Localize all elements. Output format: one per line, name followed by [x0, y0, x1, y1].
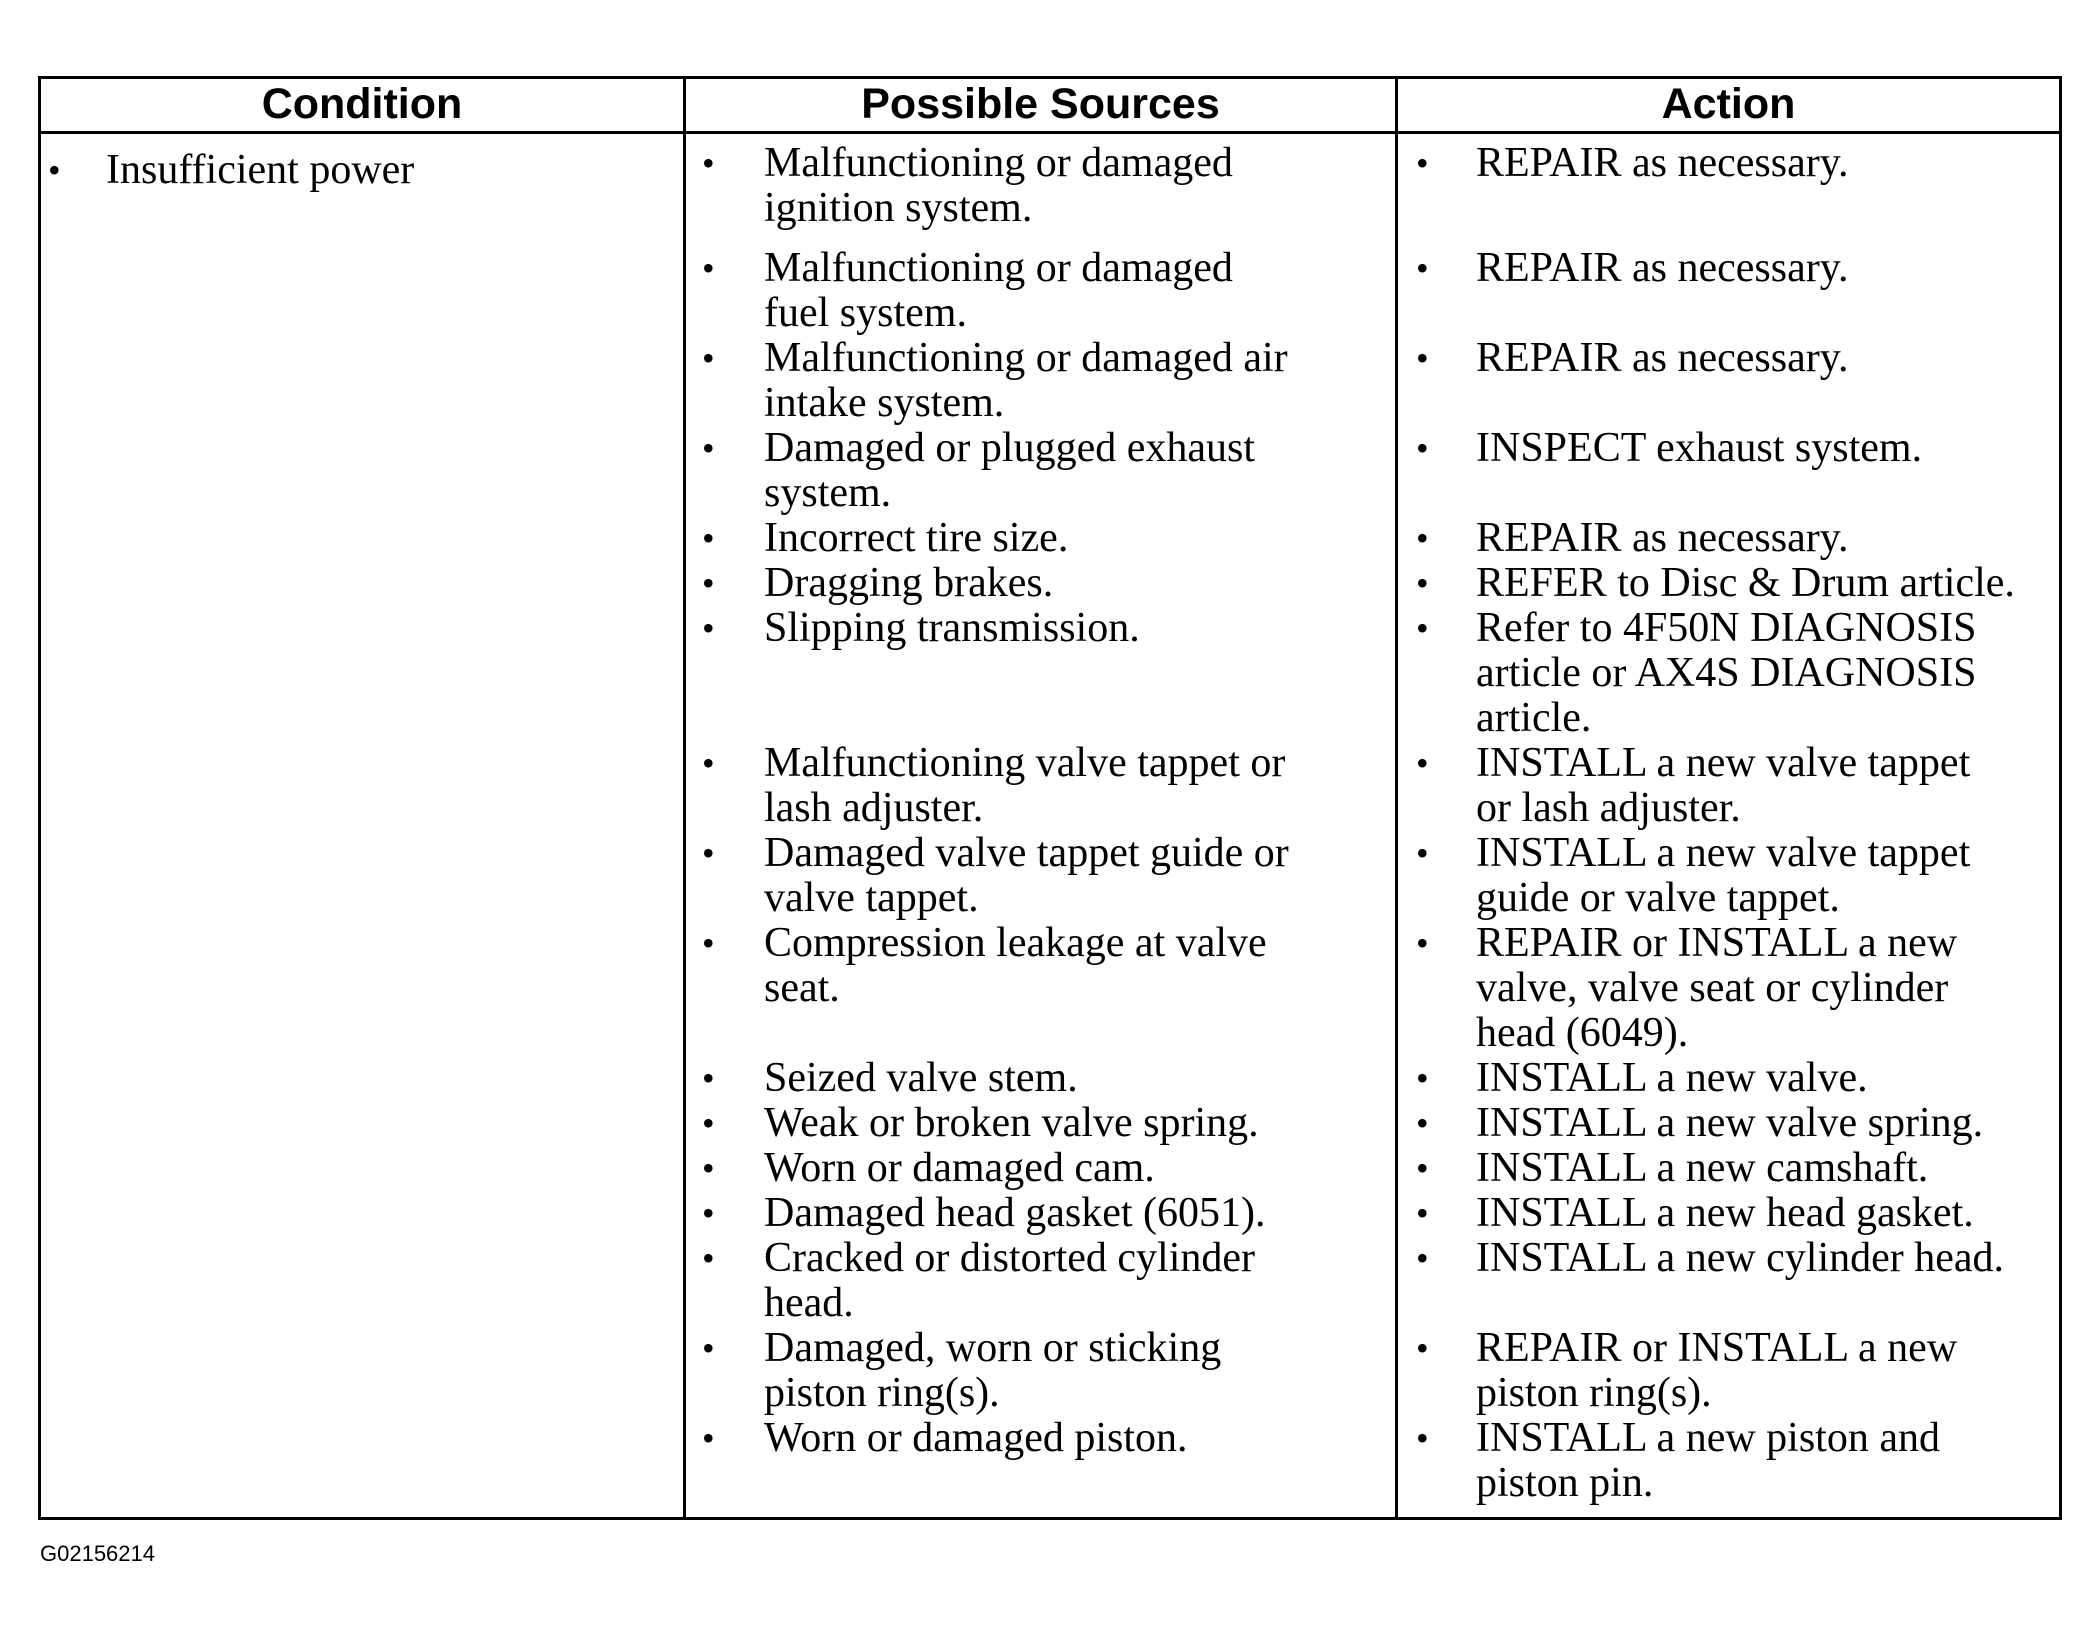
bullet: • [702, 1103, 715, 1143]
bullet: • [702, 248, 715, 288]
bullet: • [1416, 1148, 1429, 1188]
bullet: • [1416, 518, 1429, 558]
header-possible-sources: Possible Sources [861, 80, 1220, 128]
bullet: • [1416, 743, 1429, 783]
source-text: Worn or damaged piston. [764, 1415, 1188, 1461]
action-text: piston ring(s). [1476, 1370, 1712, 1416]
bullet: • [702, 563, 715, 603]
bullet: • [702, 923, 715, 963]
diagnosis-table [38, 76, 2062, 1520]
action-text: REPAIR or INSTALL a new [1476, 920, 1958, 966]
source-text: seat. [764, 965, 840, 1011]
source-text: Cracked or distorted cylinder [764, 1235, 1255, 1281]
action-text: REPAIR as necessary. [1476, 245, 1849, 291]
action-text: article or AX4S DIAGNOSIS [1476, 650, 1977, 696]
source-text: Damaged head gasket (6051). [764, 1190, 1266, 1236]
source-text: Dragging brakes. [764, 560, 1054, 606]
bullet: • [702, 833, 715, 873]
source-text: intake system. [764, 380, 1005, 426]
bullet: • [1416, 338, 1429, 378]
source-text: Damaged valve tappet guide or [764, 830, 1289, 876]
action-text: valve, valve seat or cylinder [1476, 965, 1949, 1011]
action-text: or lash adjuster. [1476, 785, 1741, 831]
bullet: • [1416, 1058, 1429, 1098]
bullet: • [702, 143, 715, 183]
action-text: INSTALL a new valve spring. [1476, 1100, 1984, 1146]
action-text: REPAIR or INSTALL a new [1476, 1325, 1958, 1371]
source-text: head. [764, 1280, 854, 1326]
source-text: Malfunctioning or damaged [764, 245, 1233, 291]
action-text: piston pin. [1476, 1460, 1654, 1506]
bullet: • [1416, 143, 1429, 183]
bullet: • [1416, 428, 1429, 468]
action-text: INSTALL a new head gasket. [1476, 1190, 1974, 1236]
source-text: Seized valve stem. [764, 1055, 1078, 1101]
action-text: REFER to Disc & Drum article. [1476, 560, 2015, 606]
column-divider [1395, 76, 1398, 1520]
action-text: Refer to 4F50N DIAGNOSIS [1476, 605, 1977, 651]
header-condition: Condition [261, 80, 463, 128]
source-text: Damaged, worn or sticking [764, 1325, 1222, 1371]
bullet: • [702, 1193, 715, 1233]
bullet: • [1416, 833, 1429, 873]
bullet: • [702, 1238, 715, 1278]
bullet: • [1416, 1103, 1429, 1143]
source-text: lash adjuster. [764, 785, 984, 831]
source-text: Incorrect tire size. [764, 515, 1069, 561]
figure-code: G02156214 [40, 1541, 155, 1566]
action-text: REPAIR as necessary. [1476, 140, 1849, 186]
action-text: INSTALL a new cylinder head. [1476, 1235, 2005, 1281]
bullet: • [702, 1058, 715, 1098]
source-text: Slipping transmission. [764, 605, 1140, 651]
bullet: • [702, 338, 715, 378]
bullet: • [702, 1328, 715, 1368]
action-text: REPAIR as necessary. [1476, 515, 1849, 561]
bullet: • [1416, 1238, 1429, 1278]
bullet: • [1416, 1328, 1429, 1368]
action-text: INSPECT exhaust system. [1476, 425, 1923, 471]
source-text: Malfunctioning or damaged air [764, 335, 1288, 381]
source-text: valve tappet. [764, 875, 979, 921]
header-action: Action [1661, 80, 1796, 128]
action-text: INSTALL a new piston and [1476, 1415, 1940, 1461]
bullet: • [702, 518, 715, 558]
action-text: article. [1476, 695, 1592, 741]
bullet: • [702, 608, 715, 648]
bullet: • [702, 428, 715, 468]
bullet: • [1416, 248, 1429, 288]
action-text: head (6049). [1476, 1010, 1689, 1056]
action-text: INSTALL a new valve. [1476, 1055, 1868, 1101]
source-text: Damaged or plugged exhaust [764, 425, 1256, 471]
bullet: • [702, 1418, 715, 1458]
action-text: INSTALL a new valve tappet [1476, 740, 1971, 786]
condition-text: Insufficient power [106, 147, 415, 193]
action-text: guide or valve tappet. [1476, 875, 1840, 921]
source-text: piston ring(s). [764, 1370, 1000, 1416]
source-text: Compression leakage at valve [764, 920, 1267, 966]
column-divider [683, 76, 686, 1520]
action-text: INSTALL a new valve tappet [1476, 830, 1971, 876]
source-text: ignition system. [764, 185, 1033, 231]
source-text: Worn or damaged cam. [764, 1145, 1155, 1191]
bullet: • [702, 1148, 715, 1188]
bullet: • [702, 743, 715, 783]
bullet: • [1416, 608, 1429, 648]
bullet: • [1416, 1418, 1429, 1458]
bullet: • [1416, 923, 1429, 963]
source-text: system. [764, 470, 892, 516]
bullet: • [48, 150, 61, 190]
action-text: INSTALL a new camshaft. [1476, 1145, 1929, 1191]
action-text: REPAIR as necessary. [1476, 335, 1849, 381]
source-text: fuel system. [764, 290, 967, 336]
source-text: Weak or broken valve spring. [764, 1100, 1259, 1146]
source-text: Malfunctioning valve tappet or [764, 740, 1286, 786]
source-text: Malfunctioning or damaged [764, 140, 1233, 186]
bullet: • [1416, 563, 1429, 603]
bullet: • [1416, 1193, 1429, 1233]
